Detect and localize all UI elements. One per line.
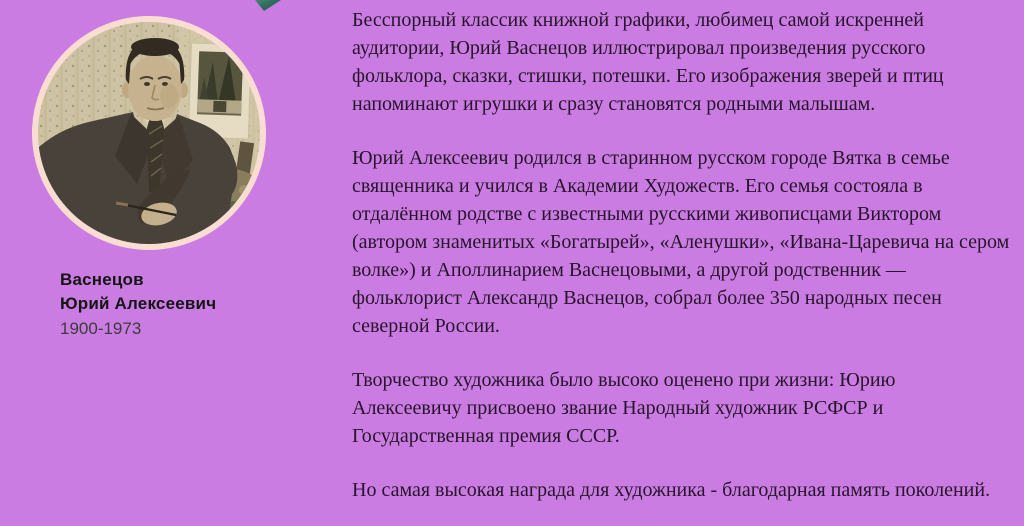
biography-paragraph-4: Но самая высокая награда для художника - благодарная память поколений. [352,479,991,501]
artist-given-name: Юрий Алексеевич [60,294,217,313]
biography-paragraph-2: Юрий Алексеевич родился в старинном русском городе Вятка в семье священника и учился в Академии Художеств. Его семья состояла в отдалённом родстве с известными русскими живописцами Виктором (автором знаменитых «Богатырей», «Аленушки», «Ивана-Царевича на сером волке») и Аполлинарием Васнецовыми, а другой родственник —фольклорист Александр Васнецов, собрал более 350 народных песен северной России. [352,147,1010,337]
artist-name-block [60,268,216,341]
artist-surname: Васнецов [60,270,144,289]
artist-life-years: 1900-1973 [60,319,142,338]
biography-text [352,6,1010,504]
biography-paragraph-1: Бесспорный классик книжной графики, любимец самой искренней аудитории, Юрий Васнецов иллюстрировал произведения русского фольклора, сказки, стишки, потешки. Его изображения зверей и птиц напоминают игрушки и сразу становятся родными малышам. [352,9,944,115]
artist-portrait-photo [32,16,266,250]
portrait-photo-illustration [38,22,260,244]
decorative-corner-shape [250,0,286,14]
biography-paragraph-3: Творчество художника было высоко оценено при жизни: Юрию Алексеевичу присвоено звание Народный художник РСФСР и Государственная премия СССР. [352,369,896,447]
